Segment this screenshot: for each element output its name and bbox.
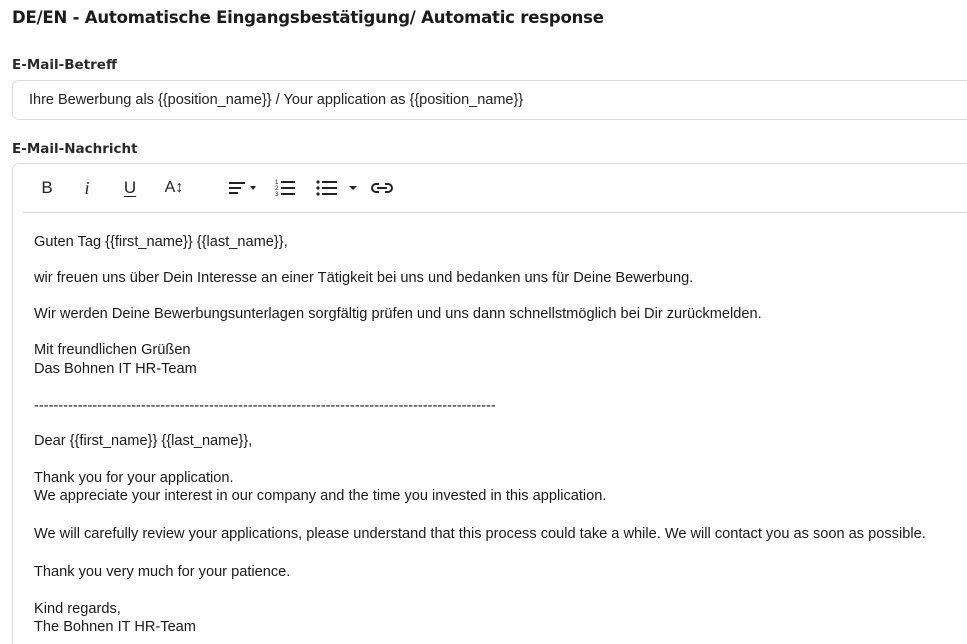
- body-line: Wir werden Deine Bewerbungsunterlagen sorgfältig prüfen und uns dann schnellstmöglich bei Dir zurückmelden.: [34, 306, 762, 322]
- ordered-list-button[interactable]: [275, 176, 297, 200]
- caret-down-icon: [347, 178, 359, 198]
- body-line: wir freuen uns über Dein Interesse an einer Tätigkeit bei uns und bedanken uns für Deine Bewerbung.: [34, 270, 694, 286]
- body-line: Thank you very much for your patience.: [34, 564, 291, 580]
- template-title: DE/EN - Automatische Eingangsbestätigung/ Automatic response: [12, 8, 604, 27]
- italic-button[interactable]: i: [84, 177, 90, 198]
- bullet-list-button[interactable]: [316, 176, 338, 200]
- font-size-button[interactable]: A↕: [164, 179, 184, 196]
- separator-line: -----------------------------------------------------------------------------------------------: [34, 398, 496, 414]
- underline-button[interactable]: U: [123, 178, 137, 197]
- bullet-list-icon: [316, 178, 338, 198]
- editor-toolbar: [22, 164, 967, 213]
- body-line: We appreciate your interest in our company and the time you invested in this application.: [34, 488, 607, 504]
- bullet-list-dropdown[interactable]: [346, 176, 360, 200]
- body-line: Mit freundlichen Grüßen: [34, 342, 191, 358]
- body-line: Thank you for your application.: [34, 470, 234, 486]
- subject-input[interactable]: [12, 80, 967, 120]
- svg-text:1: 1: [275, 180, 279, 186]
- body-line: We will carefully review your applications, please understand that this process could take a while. We will contact you as soon as possible.: [34, 526, 926, 542]
- body-line: Kind regards,: [34, 601, 121, 617]
- ordered-list-icon: [275, 178, 297, 198]
- subject-label: E-Mail-Betreff: [12, 57, 117, 73]
- body-line: The Bohnen IT HR-Team: [34, 619, 196, 635]
- svg-text:2: 2: [275, 186, 279, 192]
- bold-button[interactable]: B: [41, 178, 53, 197]
- body-line: Guten Tag {{first_name}} {{last_name}},: [34, 234, 288, 250]
- align-icon: [228, 178, 262, 198]
- message-label: E-Mail-Nachricht: [12, 141, 138, 157]
- link-icon: [370, 178, 394, 198]
- svg-text:3: 3: [275, 192, 279, 198]
- body-line: Das Bohnen IT HR-Team: [34, 361, 197, 377]
- message-editor: [12, 163, 967, 644]
- link-button[interactable]: [370, 176, 394, 200]
- align-dropdown[interactable]: [228, 176, 262, 200]
- body-line: Dear {{first_name}} {{last_name}},: [34, 433, 253, 449]
